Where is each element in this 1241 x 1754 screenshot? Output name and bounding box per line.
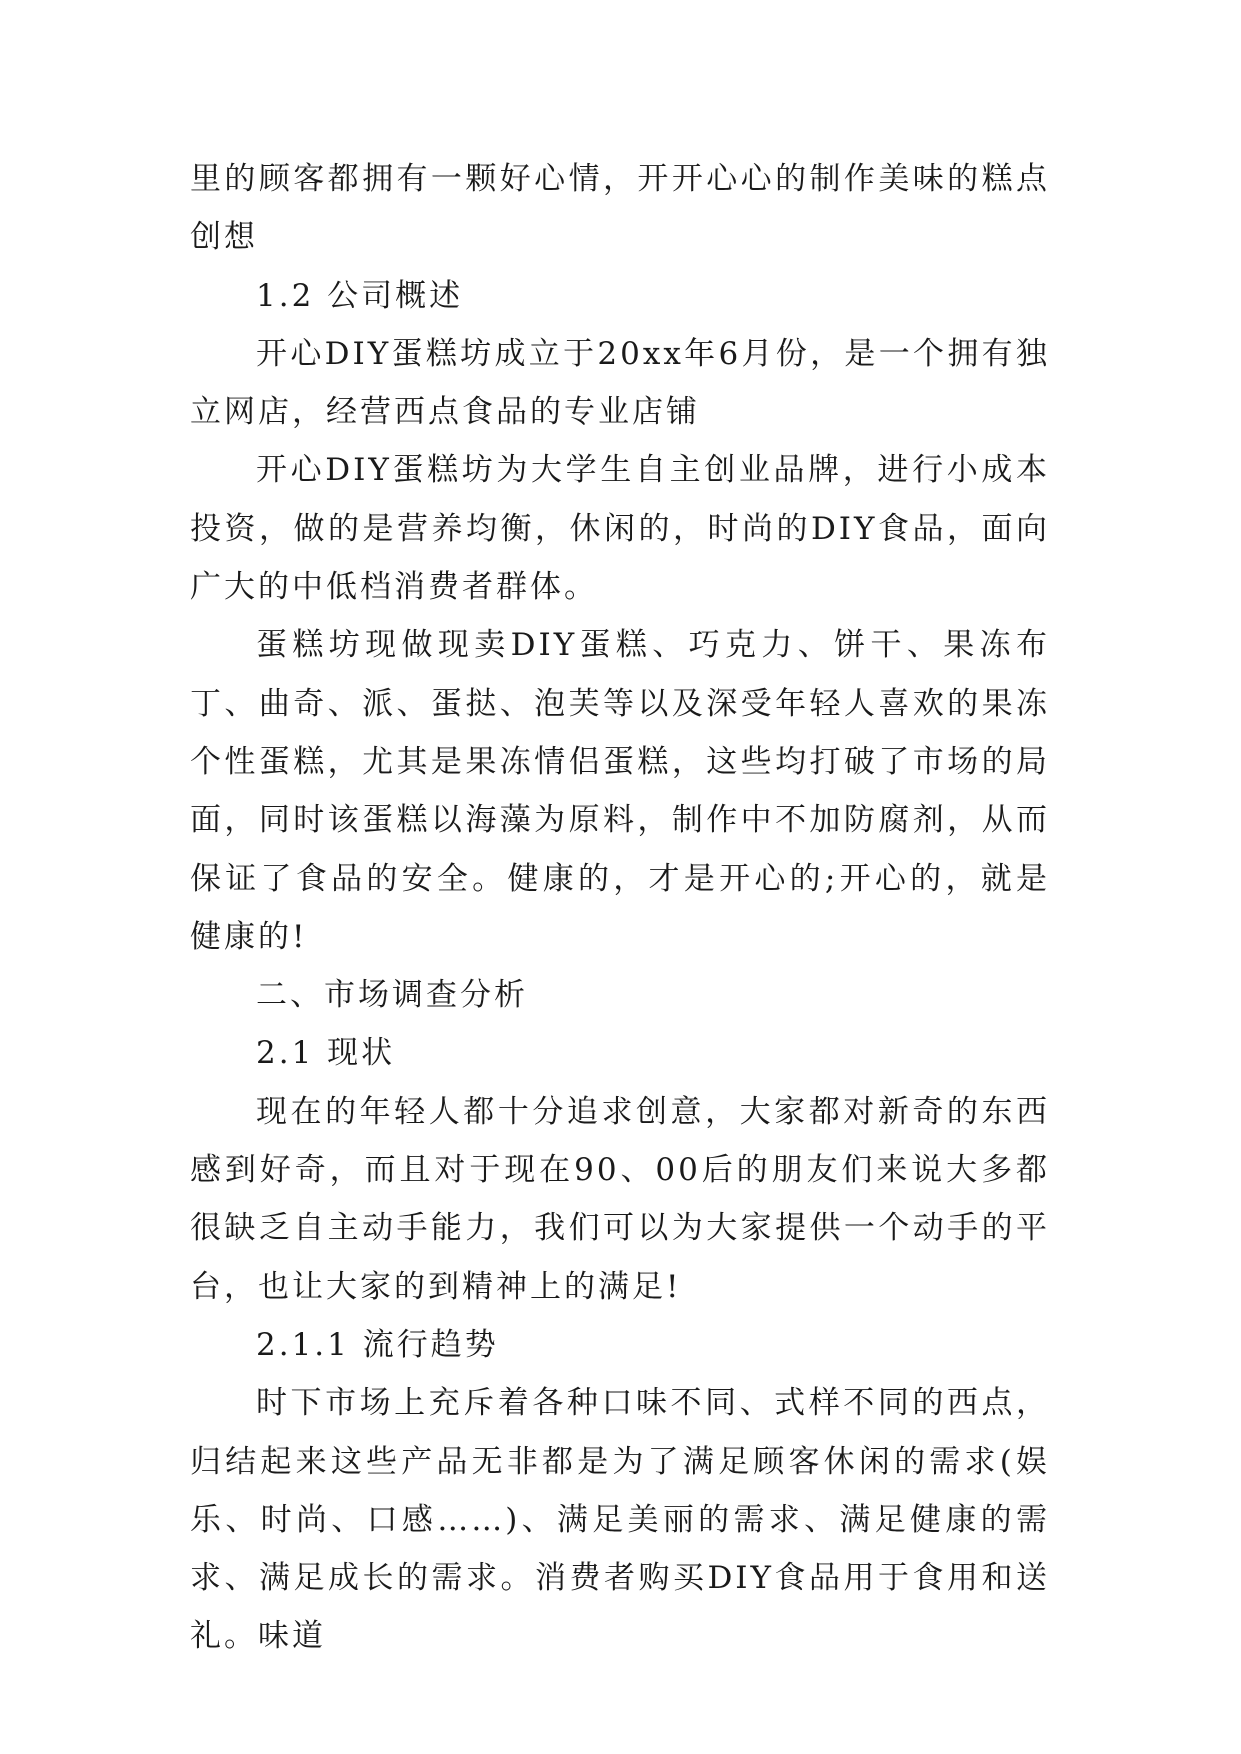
paragraph-brand: 开心DIY蛋糕坊为大学生自主创业品牌，进行小成本投资，做的是营养均衡，休闲的，时尚的DIY食品，面向广大的中低档消费者群体。	[190, 452, 1050, 606]
section-heading-market-research: 二、市场调查分析	[256, 977, 528, 1014]
paragraph-founding: 开心DIY蛋糕坊成立于20xx年6月份，是一个拥有独立网店，经营西点食品的专业店铺	[190, 335, 1050, 431]
document-body	[190, 150, 1050, 1666]
paragraph-products: 蛋糕坊现做现卖DIY蛋糕、巧克力、饼干、果冻布丁、曲奇、派、蛋挞、泡芙等以及深受年轻人喜欢的果冻个性蛋糕，尤其是果冻情侣蛋糕，这些均打破了市场的局面，同时该蛋糕以海藻为原料，制作中不加防腐剂，从而保证了食品的安全。健康的，才是开心的;开心的，就是健康的!	[190, 627, 1050, 955]
paragraph-status: 现在的年轻人都十分追求创意，大家都对新奇的东西感到好奇，而且对于现在90、00后的朋友们来说大多都很缺乏自主动手能力，我们可以为大家提供一个动手的平台，也让大家的到精神上的满足!	[190, 1093, 1050, 1305]
section-heading-status: 2.1 现状	[256, 1035, 396, 1072]
paragraph-trends: 时下市场上充斥着各种口味不同、式样不同的西点，归结起来这些产品无非都是为了满足顾客休闲的需求(娱乐、时尚、口感……)、满足美丽的需求、满足健康的需求、满足成长的需求。消费者购买DIY食品用于食用和送礼。味道	[190, 1385, 1050, 1655]
section-heading-company-overview: 1.2 公司概述	[256, 277, 464, 314]
paragraph-continuation: 里的顾客都拥有一颗好心情，开开心心的制作美味的糕点创想	[190, 161, 1050, 256]
section-heading-trends: 2.1.1 流行趋势	[256, 1326, 499, 1363]
